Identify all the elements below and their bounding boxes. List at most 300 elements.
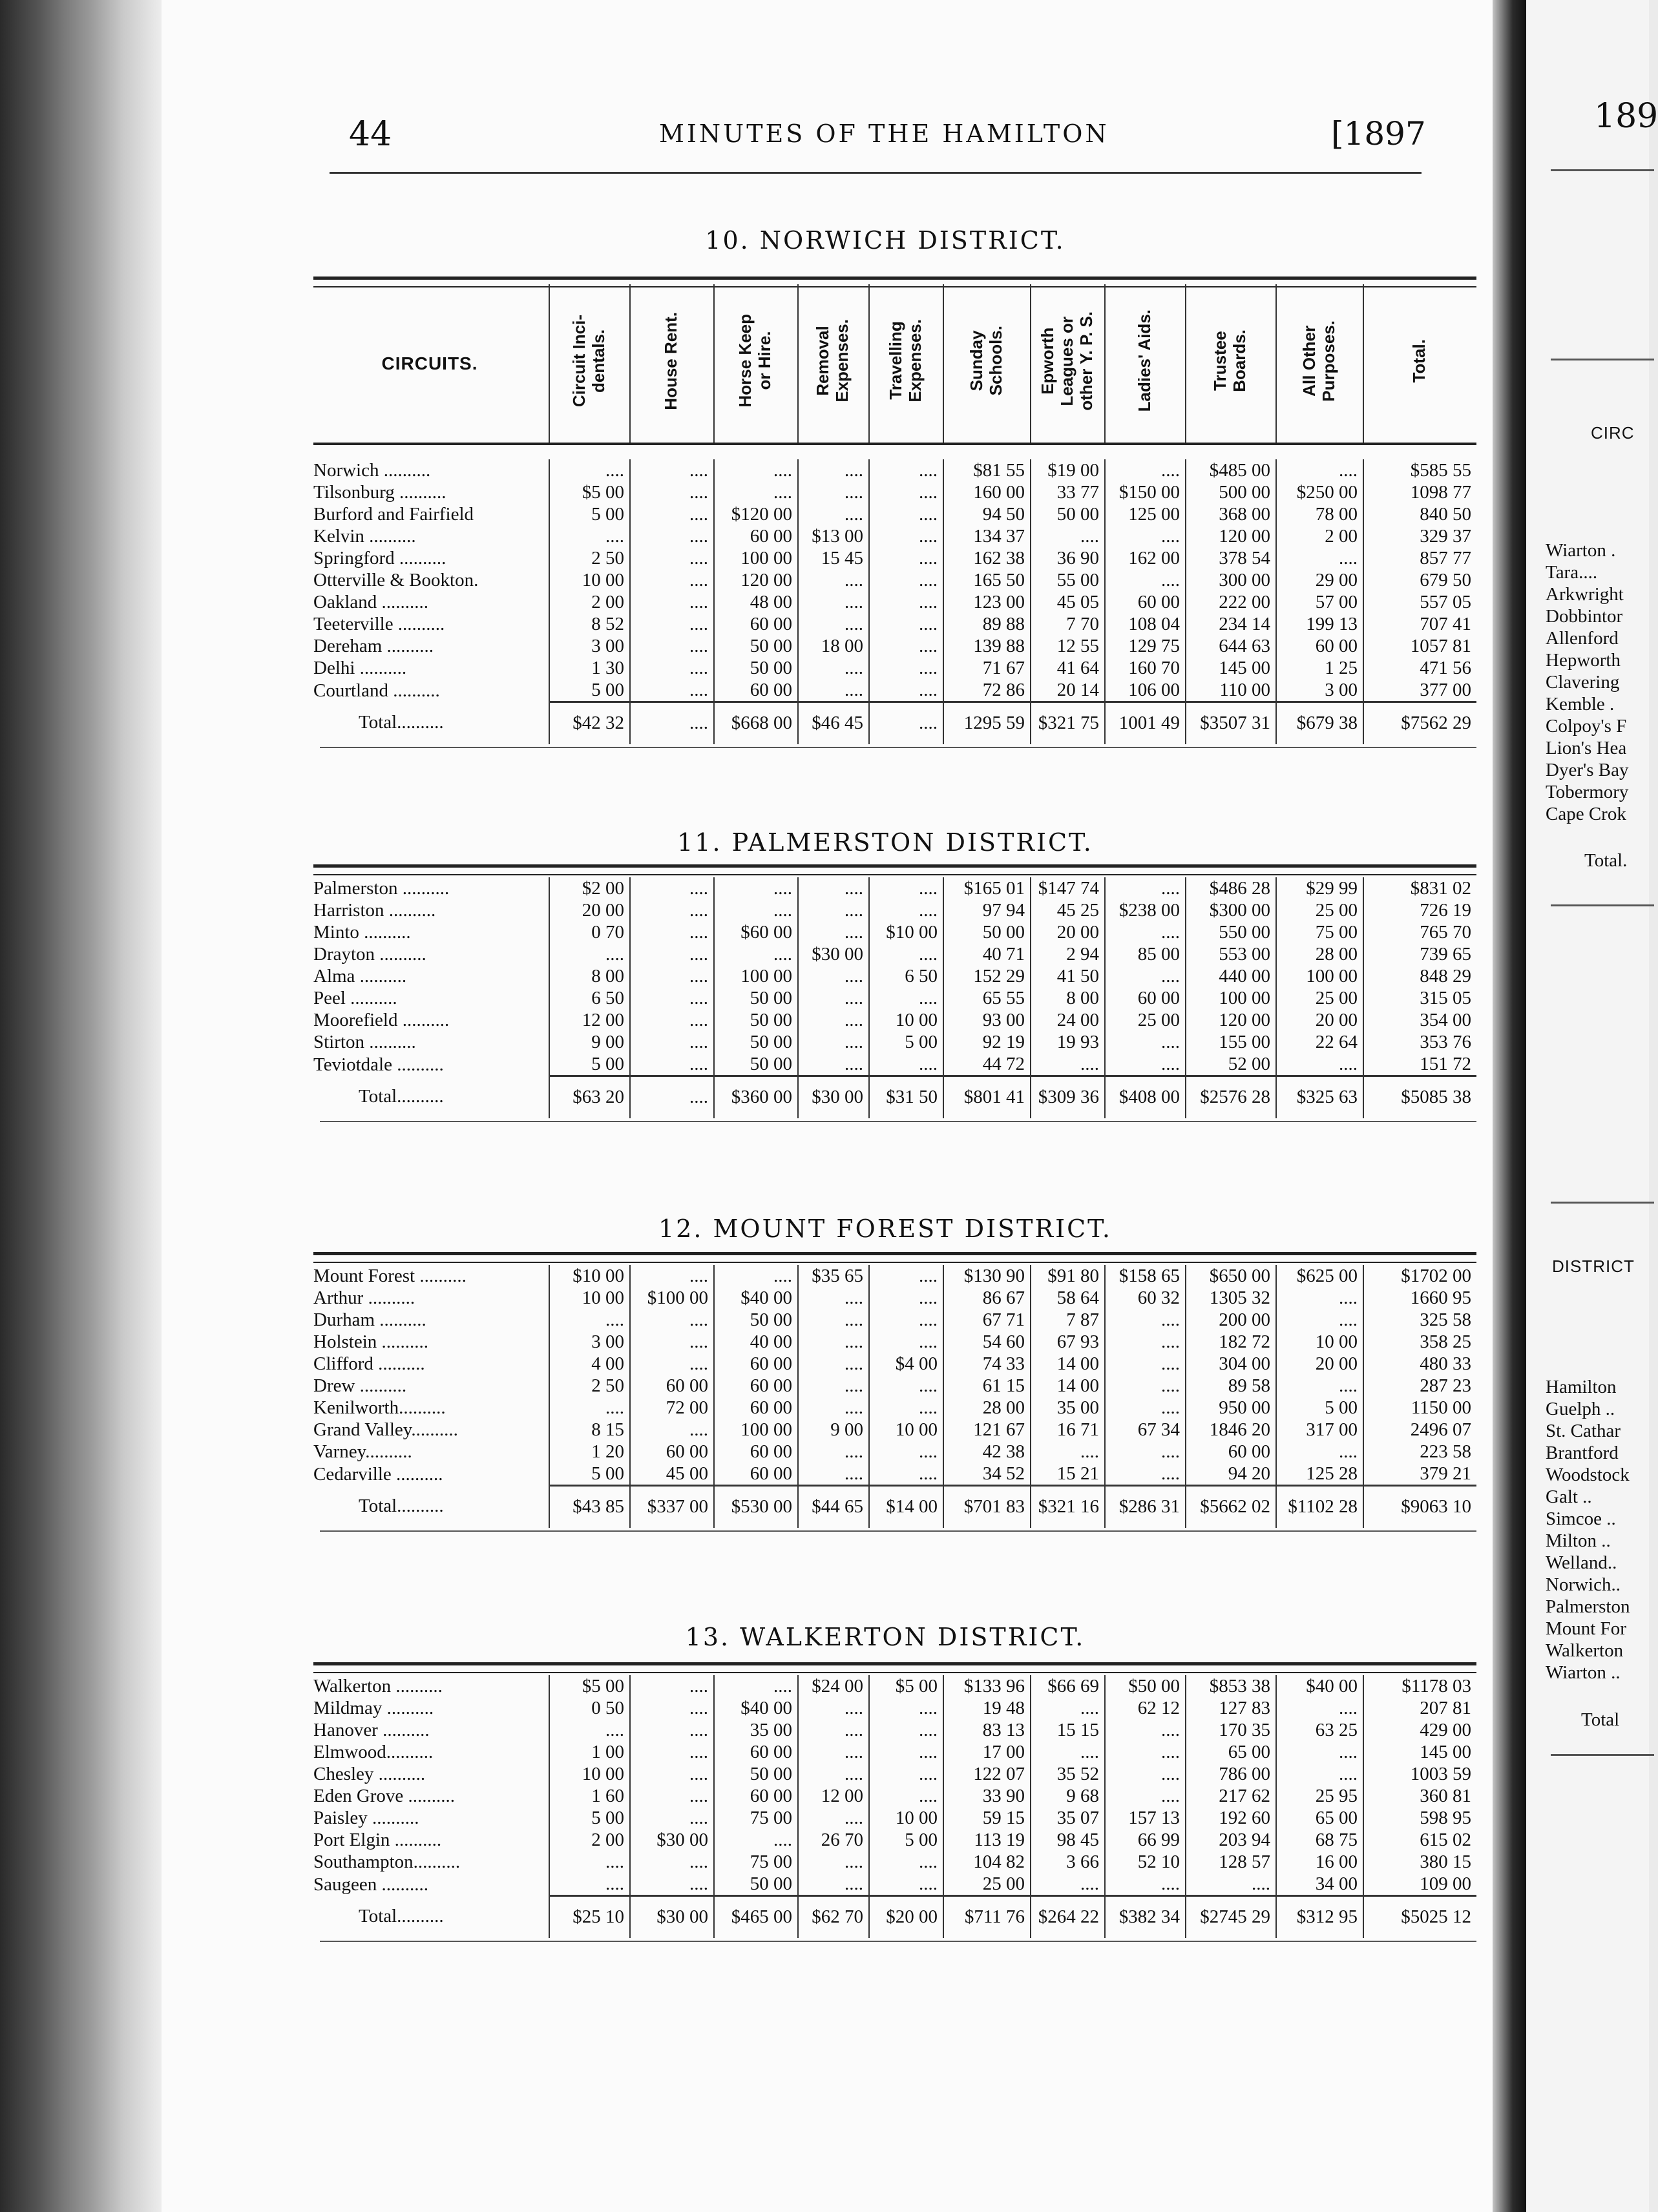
table-cell: 25 00: [1105, 1009, 1186, 1031]
table-cell: ....: [798, 569, 869, 591]
table-cell: ....: [798, 459, 869, 481]
table-cell: 110 00: [1186, 679, 1276, 702]
table-cell: ....: [798, 1851, 869, 1873]
circuit-name: Holstein ..........: [313, 1331, 549, 1353]
table-bottom-rule: [320, 1941, 1476, 1942]
table-cell: ....: [869, 1851, 943, 1873]
table-cell: 25 00: [1276, 899, 1363, 921]
circuit-name: Dereham ..........: [313, 635, 549, 657]
total-cell: $30 00: [630, 1896, 714, 1939]
table-cell: ....: [1105, 1719, 1186, 1741]
table-cell: 379 21: [1420, 1463, 1471, 1484]
table-row: [313, 1763, 1476, 1785]
right-page-list-item: St. Cathar: [1546, 1421, 1621, 1441]
table-cell: ....: [1031, 1873, 1105, 1896]
district-table: [313, 1670, 1476, 1938]
table-cell: $300 00: [1186, 899, 1276, 921]
table-bottom-rule: [320, 747, 1476, 748]
table-cell: ....: [549, 1309, 630, 1331]
table-bottom-rule: [320, 1530, 1476, 1532]
circuit-name: Alma ..........: [313, 965, 549, 987]
table-cell: 2496 07: [1410, 1419, 1471, 1440]
table-cell: 203 94: [1186, 1829, 1276, 1851]
table-cell: 50 00: [714, 1763, 798, 1785]
table-cell: 1 00: [549, 1741, 630, 1763]
table-cell: ....: [630, 459, 714, 481]
table-cell: 98 45: [1031, 1829, 1105, 1851]
circuit-name: Port Elgin ..........: [313, 1829, 549, 1851]
column-header-circuits: CIRCUITS.: [313, 284, 549, 444]
table-cell: ....: [869, 481, 943, 503]
right-page-list-item: Hepworth: [1546, 650, 1621, 671]
right-page-list-item: Colpoy's F: [1546, 716, 1627, 736]
table-cell: ....: [1105, 459, 1186, 481]
table-cell: 1003 59: [1410, 1764, 1471, 1784]
table-row: [313, 613, 1476, 635]
right-page-rule: [1551, 359, 1654, 360]
table-cell: 29 00: [1276, 569, 1363, 591]
table-cell: 199 13: [1276, 613, 1363, 635]
total-cell: $465 00: [714, 1896, 798, 1939]
table-cell: ....: [798, 503, 869, 525]
column-header: [1276, 284, 1363, 444]
total-cell: $321 75: [1031, 702, 1105, 745]
table-row: [313, 987, 1476, 1009]
table-cell: ....: [869, 1331, 943, 1353]
table-cell: ....: [630, 679, 714, 702]
table-cell: 35 00: [1031, 1397, 1105, 1419]
table-cell: 15 21: [1031, 1463, 1105, 1486]
table-cell: 42 38: [943, 1441, 1031, 1463]
table-cell: ....: [549, 1397, 630, 1419]
circuit-name: Stirton ..........: [313, 1031, 549, 1053]
total-cell: $63 20: [549, 1076, 630, 1119]
table-cell: ....: [869, 459, 943, 481]
table-cell: $250 00: [1276, 481, 1363, 503]
table-cell: $40 00: [714, 1287, 798, 1309]
table-cell: 765 70: [1420, 922, 1471, 943]
table-cell: ....: [630, 591, 714, 613]
table-cell: 139 88: [943, 635, 1031, 657]
table-cell: 86 67: [943, 1287, 1031, 1309]
table-cell: $5 00: [869, 1675, 943, 1697]
table-cell: 2 50: [549, 547, 630, 569]
table-cell: $40 00: [1276, 1675, 1363, 1697]
total-cell: ....: [630, 702, 714, 745]
table-cell: 128 57: [1186, 1851, 1276, 1873]
table-cell: 10 00: [869, 1419, 943, 1441]
table-cell: 35 52: [1031, 1763, 1105, 1785]
table-cell: 9 00: [549, 1031, 630, 1053]
column-header: [1363, 284, 1476, 444]
district-title: 10. NORWICH DISTRICT.: [705, 226, 1065, 255]
table-cell: 223 58: [1420, 1441, 1471, 1462]
table-cell: ....: [714, 1829, 798, 1851]
circuit-name: Southampton..........: [313, 1851, 549, 1873]
table-cell: 1660 95: [1410, 1288, 1471, 1308]
circuit-name: Varney..........: [313, 1441, 549, 1463]
circuit-name: Walkerton ..........: [313, 1675, 549, 1697]
total-cell: 1001 49: [1105, 702, 1186, 745]
right-page-list-item: Tobermory: [1546, 782, 1629, 802]
table-cell: ....: [798, 1031, 869, 1053]
table-cell: 471 56: [1420, 658, 1471, 678]
table-cell: ....: [549, 943, 630, 965]
column-header: [549, 284, 630, 444]
table-cell: 106 00: [1105, 679, 1186, 702]
table-cell: 2 00: [1276, 525, 1363, 547]
table-row: [313, 1441, 1476, 1463]
table-cell: ....: [1276, 459, 1363, 481]
table-cell: ....: [630, 1697, 714, 1719]
table-cell: 125 00: [1105, 503, 1186, 525]
table-cell: $147 74: [1031, 877, 1105, 899]
table-cell: $30 00: [630, 1829, 714, 1851]
table-cell: 24 00: [1031, 1009, 1105, 1031]
table-cell: ....: [798, 1353, 869, 1375]
table-cell: ....: [630, 1741, 714, 1763]
table-cell: 234 14: [1186, 613, 1276, 635]
total-cell: $679 38: [1276, 702, 1363, 745]
table-cell: $5 00: [549, 1675, 630, 1697]
header-rule: [330, 172, 1422, 174]
circuit-name: Elmwood..........: [313, 1741, 549, 1763]
total-cell: $286 31: [1105, 1486, 1186, 1529]
total-cell: $46 45: [798, 702, 869, 745]
table-row: [313, 1851, 1476, 1873]
table-cell: 60 00: [714, 1353, 798, 1375]
table-cell: 100 00: [714, 965, 798, 987]
table-row: [313, 1829, 1476, 1851]
right-page-list-item: Lion's Hea: [1546, 738, 1627, 758]
table-cell: ....: [869, 1397, 943, 1419]
table-cell: 598 95: [1420, 1808, 1471, 1828]
total-row: [313, 702, 1476, 745]
column-header-label: Travelling Expenses.: [885, 319, 925, 402]
table-cell: 78 00: [1276, 503, 1363, 525]
table-cell: ....: [630, 1785, 714, 1807]
table-cell: ....: [1031, 525, 1105, 547]
table-cell: 160 00: [943, 481, 1031, 503]
total-cell: $9063 10: [1363, 1486, 1476, 1529]
column-header-label: Sunday Schools.: [966, 326, 1005, 396]
table-cell: $19 00: [1031, 459, 1105, 481]
right-page-list-item: Guelph ..: [1546, 1399, 1615, 1419]
table-cell: 75 00: [714, 1807, 798, 1829]
total-cell: $44 65: [798, 1486, 869, 1529]
table-cell: 1150 00: [1411, 1397, 1471, 1418]
table-cell: ....: [630, 1807, 714, 1829]
table-cell: 5 00: [869, 1031, 943, 1053]
circuit-name: Burford and Fairfield: [313, 503, 549, 525]
table-cell: $1702 00: [1401, 1266, 1471, 1286]
table-cell: 59 15: [943, 1807, 1031, 1829]
table-cell: ....: [869, 1441, 943, 1463]
table-cell: 9 68: [1031, 1785, 1105, 1807]
table-cell: $2 00: [549, 877, 630, 899]
table-cell: 1846 20: [1186, 1419, 1276, 1441]
table-cell: 45 00: [630, 1463, 714, 1486]
table-cell: ....: [630, 921, 714, 943]
table-cell: 726 19: [1420, 900, 1471, 921]
total-cell: $701 83: [943, 1486, 1031, 1529]
district-table: [313, 872, 1476, 1118]
circuit-name: Drayton ..........: [313, 943, 549, 965]
table-cell: 9 00: [798, 1419, 869, 1441]
total-cell: $530 00: [714, 1486, 798, 1529]
table-cell: 60 00: [714, 1441, 798, 1463]
table-cell: 10 00: [549, 1763, 630, 1785]
right-page-heading: CIRC: [1591, 423, 1635, 443]
table-cell: 17 00: [943, 1741, 1031, 1763]
table-cell: 10 00: [549, 1287, 630, 1309]
table-row: [313, 943, 1476, 965]
table-cell: ....: [630, 569, 714, 591]
table-cell: 60 00: [714, 1741, 798, 1763]
table-cell: 41 64: [1031, 657, 1105, 679]
table-cell: ....: [630, 613, 714, 635]
table-cell: 3 00: [1276, 679, 1363, 702]
table-cell: $10 00: [869, 921, 943, 943]
table-cell: 54 60: [943, 1331, 1031, 1353]
table-cell: ....: [1276, 1763, 1363, 1785]
table-cell: 63 25: [1276, 1719, 1363, 1741]
table-cell: 18 00: [798, 635, 869, 657]
table-cell: 317 00: [1276, 1419, 1363, 1441]
table-cell: 12 00: [549, 1009, 630, 1031]
total-cell: $5085 38: [1363, 1076, 1476, 1119]
table-cell: 34 52: [943, 1463, 1031, 1486]
table-cell: 155 00: [1186, 1031, 1276, 1053]
table-cell: 68 75: [1276, 1829, 1363, 1851]
table-cell: 100 00: [1186, 987, 1276, 1009]
total-label: Total..........: [313, 1896, 549, 1939]
table-cell: ....: [798, 1807, 869, 1829]
table-cell: 25 95: [1276, 1785, 1363, 1807]
table-cell: 644 63: [1186, 635, 1276, 657]
total-cell: $264 22: [1031, 1896, 1105, 1939]
table-cell: 66 99: [1105, 1829, 1186, 1851]
table-cell: 360 81: [1420, 1786, 1471, 1806]
circuit-name: Mildmay ..........: [313, 1697, 549, 1719]
table-row: [313, 1309, 1476, 1331]
table-cell: ....: [1276, 1375, 1363, 1397]
table-cell: 57 00: [1276, 591, 1363, 613]
table-cell: 67 34: [1105, 1419, 1186, 1441]
table-row: [313, 1719, 1476, 1741]
table-cell: ....: [869, 613, 943, 635]
table-cell: ....: [714, 1265, 798, 1287]
table-cell: ....: [630, 1309, 714, 1331]
table-cell: 89 88: [943, 613, 1031, 635]
table-row: [313, 635, 1476, 657]
circuit-name: Cedarville ..........: [313, 1463, 549, 1486]
table-cell: 35 00: [714, 1719, 798, 1741]
circuit-name: Kenilworth..........: [313, 1397, 549, 1419]
right-page-list-item: Norwich..: [1546, 1574, 1621, 1595]
table-cell: 162 00: [1105, 547, 1186, 569]
table-cell: 304 00: [1186, 1353, 1276, 1375]
table-cell: ....: [869, 1873, 943, 1896]
table-cell: 67 71: [943, 1309, 1031, 1331]
table-cell: $24 00: [798, 1675, 869, 1697]
table-cell: 60 00: [714, 679, 798, 702]
table-cell: $150 00: [1105, 481, 1186, 503]
total-cell: $2745 29: [1186, 1896, 1276, 1939]
table-cell: 60 00: [714, 1785, 798, 1807]
table-cell: 165 50: [943, 569, 1031, 591]
table-cell: ....: [549, 459, 630, 481]
table-cell: 67 93: [1031, 1331, 1105, 1353]
circuit-name: Otterville & Bookton.: [313, 569, 549, 591]
table-cell: ....: [869, 1463, 943, 1486]
right-page-rule: [1551, 1754, 1654, 1756]
table-cell: 354 00: [1420, 1010, 1471, 1030]
table-cell: 192 60: [1186, 1807, 1276, 1829]
table-cell: 5 00: [1276, 1397, 1363, 1419]
table-cell: 20 00: [1031, 921, 1105, 943]
table-row: [313, 1375, 1476, 1397]
table-cell: ....: [630, 1719, 714, 1741]
table-cell: 85 00: [1105, 943, 1186, 965]
table-cell: 60 00: [714, 1397, 798, 1419]
table-cell: 12 55: [1031, 635, 1105, 657]
column-header: [1031, 284, 1105, 444]
table-row: [313, 503, 1476, 525]
table-cell: ....: [714, 877, 798, 899]
table-cell: ....: [1105, 921, 1186, 943]
table-cell: 75 00: [714, 1851, 798, 1873]
table-row: [313, 1287, 1476, 1309]
table-cell: 151 72: [1420, 1054, 1471, 1074]
table-cell: 848 29: [1420, 966, 1471, 986]
district-table: [313, 1260, 1476, 1528]
table-cell: ....: [1276, 1053, 1363, 1076]
table-cell: 207 81: [1420, 1698, 1471, 1718]
total-cell: $30 00: [798, 1076, 869, 1119]
total-label: Total..........: [313, 702, 549, 745]
table-cell: ....: [630, 635, 714, 657]
table-cell: 60 00: [630, 1375, 714, 1397]
table-row: [313, 877, 1476, 899]
table-cell: ....: [798, 1309, 869, 1331]
table-cell: ....: [630, 525, 714, 547]
table-bottom-rule: [320, 1121, 1476, 1122]
table-cell: $13 00: [798, 525, 869, 547]
table-cell: 368 00: [1186, 503, 1276, 525]
table-cell: 74 33: [943, 1353, 1031, 1375]
right-page-list-item: Wiarton ..: [1546, 1662, 1621, 1683]
table-cell: ....: [1105, 1463, 1186, 1486]
table-cell: 1057 81: [1410, 636, 1471, 656]
table-cell: ....: [869, 1785, 943, 1807]
table-cell: 480 33: [1420, 1353, 1471, 1374]
table-cell: ....: [1031, 1441, 1105, 1463]
table-row: [313, 569, 1476, 591]
column-header: [630, 284, 714, 444]
table-cell: 134 37: [943, 525, 1031, 547]
table-cell: ....: [1105, 1441, 1186, 1463]
table-cell: ....: [869, 1265, 943, 1287]
column-header-label: All Other Purposes.: [1299, 320, 1338, 402]
right-page-list-item: Walkerton: [1546, 1640, 1624, 1661]
book-spine-shadow: [0, 0, 162, 2212]
table-cell: 34 00: [1276, 1873, 1363, 1896]
table-cell: $165 01: [943, 877, 1031, 899]
total-cell: $312 95: [1276, 1896, 1363, 1939]
table-cell: ....: [714, 1675, 798, 1697]
table-cell: ....: [1276, 1697, 1363, 1719]
table-cell: ....: [869, 877, 943, 899]
table-cell: 121 67: [943, 1419, 1031, 1441]
table-cell: ....: [549, 1851, 630, 1873]
table-cell: 5 00: [549, 503, 630, 525]
table-row: [313, 1873, 1476, 1896]
table-cell: ....: [1031, 1697, 1105, 1719]
column-header-label: Horse Keep or Hire.: [735, 314, 774, 408]
total-cell: $408 00: [1105, 1076, 1186, 1119]
table-cell: 26 70: [798, 1829, 869, 1851]
table-cell: $238 00: [1105, 899, 1186, 921]
table-cell: 83 13: [943, 1719, 1031, 1741]
circuit-name: Eden Grove ..........: [313, 1785, 549, 1807]
table-row: [313, 1741, 1476, 1763]
table-cell: ....: [630, 877, 714, 899]
table-cell: ....: [714, 459, 798, 481]
column-header: [1186, 284, 1276, 444]
table-cell: 50 00: [943, 921, 1031, 943]
circuit-name: Teviotdale ..........: [313, 1053, 549, 1076]
table-cell: ....: [869, 547, 943, 569]
circuit-name: Oakland ..........: [313, 591, 549, 613]
table-cell: 50 00: [714, 1873, 798, 1896]
table-spacer: [313, 1670, 1476, 1675]
table-cell: 20 00: [1276, 1353, 1363, 1375]
total-cell: $14 00: [869, 1486, 943, 1529]
circuit-name: Clifford ..........: [313, 1353, 549, 1375]
table-row: [313, 1697, 1476, 1719]
table-cell: 679 50: [1420, 570, 1471, 590]
table-cell: 22 64: [1276, 1031, 1363, 1053]
right-page-list-item: Allenford: [1546, 628, 1619, 649]
total-cell: ....: [869, 702, 943, 745]
table-spacer: [313, 1260, 1476, 1265]
total-cell: $3507 31: [1186, 702, 1276, 745]
table-cell: 1 30: [549, 657, 630, 679]
total-cell: $7562 29: [1363, 702, 1476, 745]
table-cell: 10 00: [1276, 1331, 1363, 1353]
table-cell: 14 00: [1031, 1375, 1105, 1397]
circuit-name: Kelvin ..........: [313, 525, 549, 547]
table-cell: ....: [869, 1053, 943, 1076]
table-cell: ....: [1105, 1741, 1186, 1763]
table-cell: ....: [869, 987, 943, 1009]
page-header-title: MINUTES OF THE HAMILTON: [659, 120, 1109, 148]
district-title: 13. WALKERTON DISTRICT.: [685, 1623, 1086, 1651]
table-cell: 6 50: [549, 987, 630, 1009]
table-cell: ....: [630, 1763, 714, 1785]
table-row: [313, 657, 1476, 679]
table-row: [313, 1031, 1476, 1053]
table-row: [313, 1397, 1476, 1419]
table-cell: 2 00: [549, 1829, 630, 1851]
table-cell: $831 02: [1410, 878, 1471, 899]
table-cell: 10 00: [869, 1807, 943, 1829]
right-page-list-item: Arkwright: [1546, 584, 1624, 605]
circuit-name: Hanover ..........: [313, 1719, 549, 1741]
table-cell: 4 00: [549, 1353, 630, 1375]
table-cell: 20 00: [1276, 1009, 1363, 1031]
